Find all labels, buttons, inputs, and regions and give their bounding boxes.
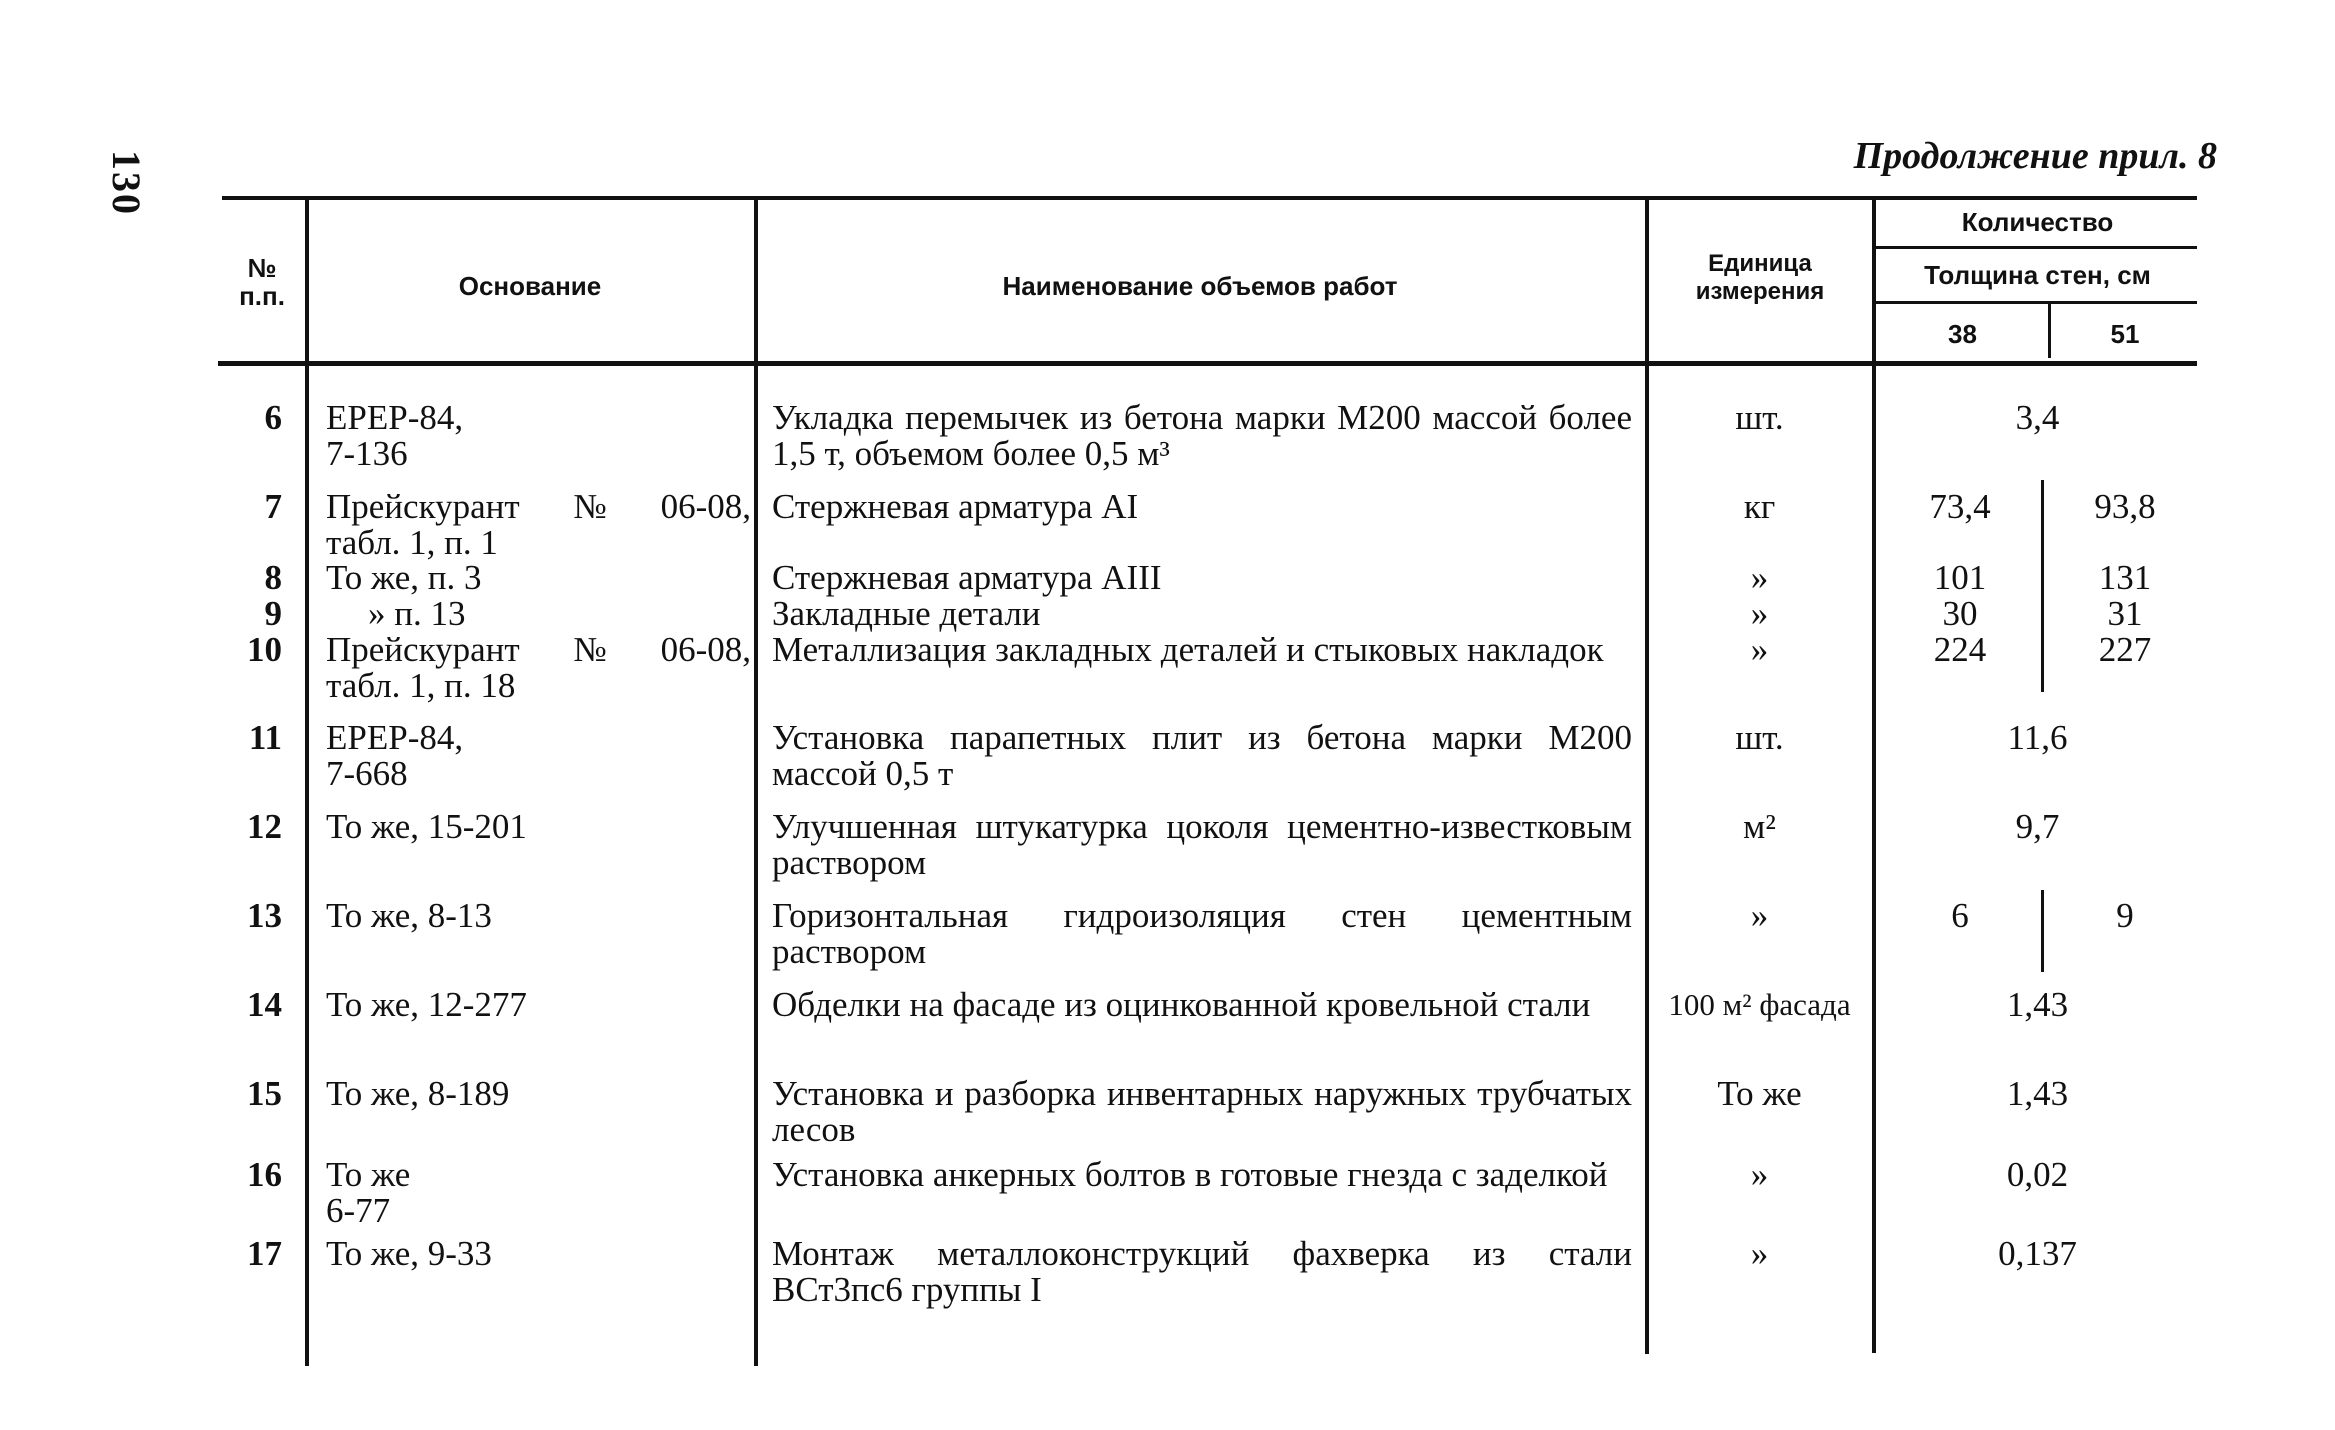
basis-line: То же, 8-13 <box>326 896 492 935</box>
basis-line: То же, п. 3 <box>326 558 482 597</box>
basis-line-part: Прейскурант <box>326 630 520 669</box>
basis-line: ЕРЕР-84, <box>326 718 464 757</box>
basis-line-part: № <box>573 487 607 526</box>
basis-line: То же, 12-277 <box>326 985 527 1024</box>
row-work-name: Металлизация закладных деталей и стыковых накладок <box>772 630 1604 669</box>
row-basis <box>326 489 751 561</box>
basis-line-part: № <box>573 630 607 669</box>
row-work-name: Горизонтальная гидроизоляция стен цементным раствором <box>772 896 1632 971</box>
row-quantity-38: 30 <box>1942 594 1978 633</box>
header-bottom-rule <box>218 361 2197 366</box>
row-work-name: Укладка перемычек из бетона марки М200 массой более 1,5 т, объемом более 0,5 м³ <box>772 398 1632 473</box>
row-quantity-51: 93,8 <box>2094 487 2156 526</box>
row-basis <box>326 596 751 632</box>
basis-line: То же, 9-33 <box>326 1234 492 1273</box>
col-divider-1 <box>305 198 309 1366</box>
row-quantity-38: 224 <box>1933 630 1987 669</box>
row-work-name: Установка анкерных болтов в готовые гнезда с заделкой <box>772 1155 1608 1194</box>
row-unit: м² <box>1743 807 1776 846</box>
row-quantity-51: 227 <box>2098 630 2152 669</box>
header-quantity: Количество <box>1961 207 2114 237</box>
row-work-name: Закладные детали <box>772 594 1041 633</box>
basis-line: 7-668 <box>326 754 408 793</box>
header-basis: Основание <box>458 271 602 301</box>
row-unit: » <box>1750 630 1769 669</box>
basis-line: 7-136 <box>326 434 408 473</box>
row-unit: шт. <box>1735 398 1784 437</box>
row-number: 12 <box>247 807 282 846</box>
row-quantity-38: 73,4 <box>1929 487 1991 526</box>
row-unit: » <box>1750 896 1769 935</box>
row-quantity-38: 6 <box>1951 896 1969 935</box>
row-unit: шт. <box>1735 718 1784 757</box>
thickness-divider <box>2048 304 2051 358</box>
basis-line: То же, 15-201 <box>326 807 527 846</box>
row-number: 8 <box>264 558 282 597</box>
row-work-name: Стержневая арматура АIII <box>772 558 1162 597</box>
row-quantity-total: 0,137 <box>1998 1234 2077 1273</box>
row-quantity-51: 31 <box>2107 594 2143 633</box>
page-number: 130 <box>104 150 149 216</box>
header-name: Наименование объемов работ <box>1002 271 1398 301</box>
row-quantity-38: 101 <box>1933 558 1987 597</box>
row-basis <box>326 560 751 596</box>
row-unit: » <box>1750 558 1769 597</box>
header-unit: Единица измерения <box>1695 250 1825 305</box>
row-quantity-total: 0,02 <box>2006 1155 2069 1194</box>
row-quantity-total: 9,7 <box>2015 807 2060 846</box>
row-quantity-total: 1,43 <box>2006 985 2069 1024</box>
row-basis <box>326 987 751 1023</box>
basis-line: 6-77 <box>326 1191 391 1230</box>
row-unit: 100 м² фасада <box>1668 987 1851 1022</box>
col-divider-2 <box>754 198 758 1366</box>
thickness-rule <box>1875 301 2197 304</box>
row-number: 9 <box>264 594 282 633</box>
row-number: 16 <box>247 1155 282 1194</box>
row-number: 10 <box>247 630 282 669</box>
row-basis <box>326 720 751 792</box>
row-basis <box>326 1236 751 1272</box>
row-basis <box>326 809 751 845</box>
row-work-name: Стержневая арматура АI <box>772 487 1139 526</box>
row-basis <box>326 400 751 472</box>
row-basis <box>326 632 751 704</box>
row-number: 15 <box>247 1074 282 1113</box>
col-divider-3 <box>1645 198 1649 1354</box>
table-top-rule <box>222 196 2197 200</box>
row-quantity-total: 11,6 <box>2007 718 2068 757</box>
row-basis <box>326 1157 751 1229</box>
row-number: 14 <box>247 985 282 1024</box>
row-unit: » <box>1750 594 1769 633</box>
basis-line: табл. 1, п. 1 <box>326 523 498 562</box>
row-quantity-51: 9 <box>2116 896 2134 935</box>
row-quantity-total: 1,43 <box>2006 1074 2069 1113</box>
quantity-split-13 <box>2041 890 2044 972</box>
row-unit: » <box>1750 1234 1769 1273</box>
row-basis <box>326 1076 751 1112</box>
row-work-name: Установка парапетных плит из бетона марки М200 массой 0,5 т <box>772 718 1632 793</box>
row-work-name: Монтаж металлоконструкций фахверка из стали ВСт3пс6 группы I <box>772 1234 1632 1309</box>
row-unit: То же <box>1717 1074 1802 1113</box>
row-quantity-total: 3,4 <box>2015 398 2060 437</box>
row-unit: кг <box>1743 487 1776 526</box>
basis-line <box>326 489 751 525</box>
basis-line: То же, 8-189 <box>326 1074 510 1113</box>
row-number: 6 <box>264 398 282 437</box>
basis-line: » п. 13 <box>368 594 466 633</box>
row-basis <box>326 898 751 934</box>
basis-line-part: Прейскурант <box>326 487 520 526</box>
basis-line-part: 06-08, <box>660 630 751 669</box>
basis-line: табл. 1, п. 18 <box>326 666 516 705</box>
row-number: 7 <box>264 487 282 526</box>
col-divider-4 <box>1872 198 1876 1353</box>
row-work-name: Обделки на фасаде из оцинкованной кровельной стали <box>772 985 1591 1024</box>
row-number: 11 <box>248 718 282 757</box>
basis-line: То же <box>326 1155 411 1194</box>
quantity-split-7-10 <box>2041 480 2044 692</box>
header-thickness-51: 51 <box>2110 319 2140 349</box>
header-thickness-38: 38 <box>1948 319 1977 349</box>
basis-line <box>326 632 751 668</box>
row-number: 13 <box>247 896 282 935</box>
running-head: Продолжение прил. 8 <box>1853 135 2217 177</box>
basis-line: ЕРЕР-84, <box>326 398 464 437</box>
header-thickness: Толщина стен, см <box>1924 260 2151 290</box>
basis-line-part: 06-08, <box>660 487 751 526</box>
row-work-name: Улучшенная штукатурка цоколя цементно-известковым раствором <box>772 807 1632 882</box>
row-quantity-51: 131 <box>2098 558 2152 597</box>
row-unit: » <box>1750 1155 1769 1194</box>
header-num: № п.п. <box>239 253 285 311</box>
row-number: 17 <box>247 1234 282 1273</box>
row-work-name: Установка и разборка инвентарных наружных трубчатых лесов <box>772 1074 1632 1149</box>
quantity-rule <box>1875 246 2197 249</box>
